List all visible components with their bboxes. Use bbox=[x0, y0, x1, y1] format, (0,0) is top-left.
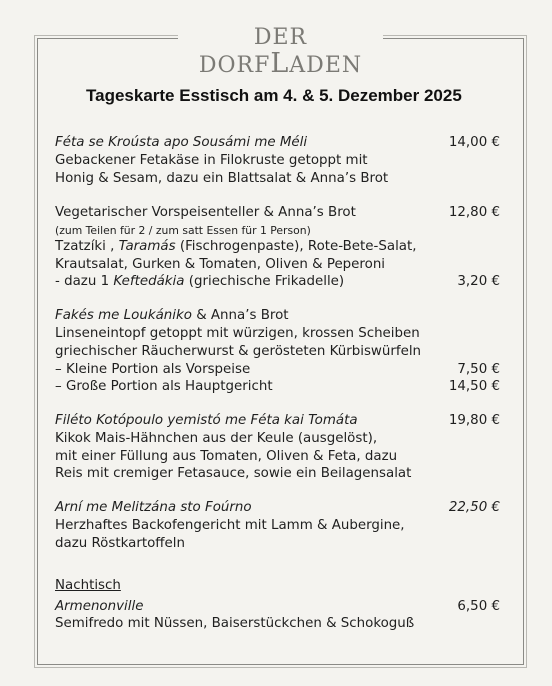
dish-description: Reis mit cremiger Fetasauce, sowie ein Beilagensalat bbox=[55, 466, 412, 481]
dish-description: mit einer Füllung aus Tomaten, Oliven & Feta, dazu bbox=[55, 449, 398, 464]
dish-description: Honig & Sesam, dazu ein Blattsalat & Anna’s Brot bbox=[55, 171, 389, 186]
dish-extra-price: 3,20 € bbox=[457, 274, 500, 289]
dish-description: dazu Röstkartoffeln bbox=[55, 536, 185, 551]
dish-price: 19,80 € bbox=[448, 413, 500, 428]
text-part: Keftedákia bbox=[113, 274, 185, 289]
text-part: Tzatzíki , bbox=[55, 239, 119, 254]
dish-name: Vegetarischer Vorspeisenteller & Anna’s Brot bbox=[55, 205, 356, 220]
dish-price: 14,00 € bbox=[448, 135, 500, 150]
portion-option: – Große Portion als Hauptgericht bbox=[55, 379, 273, 394]
dish-note: (zum Teilen für 2 / zum satt Essen für 1 Person) bbox=[55, 224, 311, 237]
section-heading: Nachtisch bbox=[55, 578, 121, 593]
portion-price: 7,50 € bbox=[457, 362, 500, 377]
dish-name: Féta se Kroústa apo Sousámi me Méli bbox=[55, 135, 308, 150]
dish-name bbox=[55, 307, 500, 324]
logo-text: DER DORF bbox=[198, 25, 308, 78]
dish-name: Armenonville bbox=[55, 599, 144, 614]
dish-price: 6,50 € bbox=[457, 599, 500, 614]
dish-name: Filéto Kotópoulo yemistó me Féta kai Tomáta bbox=[55, 413, 358, 428]
portion-price: 14,50 € bbox=[448, 379, 500, 394]
dish-extra bbox=[55, 273, 500, 290]
text-part: (Fischrogenpaste), Rote-Bete-Salat, bbox=[175, 239, 417, 254]
logo bbox=[178, 25, 383, 79]
dish-price: 12,80 € bbox=[448, 205, 500, 220]
dish-description: Gebackener Fetakäse in Filokruste getoppt mit bbox=[55, 153, 368, 168]
dish-description: griechischer Räucherwurst & gerösteten Kürbiswürfeln bbox=[55, 344, 422, 359]
dish-description: Linseneintopf getoppt mit würzigen, krossen Scheiben bbox=[55, 326, 420, 341]
dish-name: Arní me Melitzána sto Foúrno bbox=[55, 500, 252, 515]
text-part: (griechische Frikadelle) bbox=[184, 274, 345, 289]
text-part: & Anna’s Brot bbox=[191, 308, 289, 323]
logo-text: ADEN bbox=[289, 53, 363, 78]
portion-option: – Kleine Portion als Vorspeise bbox=[55, 362, 251, 377]
dish-description: Kikok Mais-Hähnchen aus der Keule (ausgelöst), bbox=[55, 431, 378, 446]
text-part: - dazu 1 bbox=[55, 274, 114, 289]
text-part: Fakés me Loukániko bbox=[55, 308, 192, 323]
dish-price: 22,50 € bbox=[448, 500, 500, 515]
dish-description: Semifredo mit Nüssen, Baiserstückchen & Schokoguß bbox=[55, 616, 415, 631]
menu-title: Tageskarte Esstisch am 4. & 5. Dezember 2025 bbox=[86, 86, 462, 105]
dish-description bbox=[55, 238, 500, 255]
text-part: Taramás bbox=[118, 239, 176, 254]
dish-description: Krautsalat, Gurken & Tomaten, Oliven & Peperoni bbox=[55, 257, 386, 272]
logo-text: L bbox=[270, 48, 290, 79]
dish-description: Herzhaftes Backofengericht mit Lamm & Aubergine, bbox=[55, 518, 405, 533]
